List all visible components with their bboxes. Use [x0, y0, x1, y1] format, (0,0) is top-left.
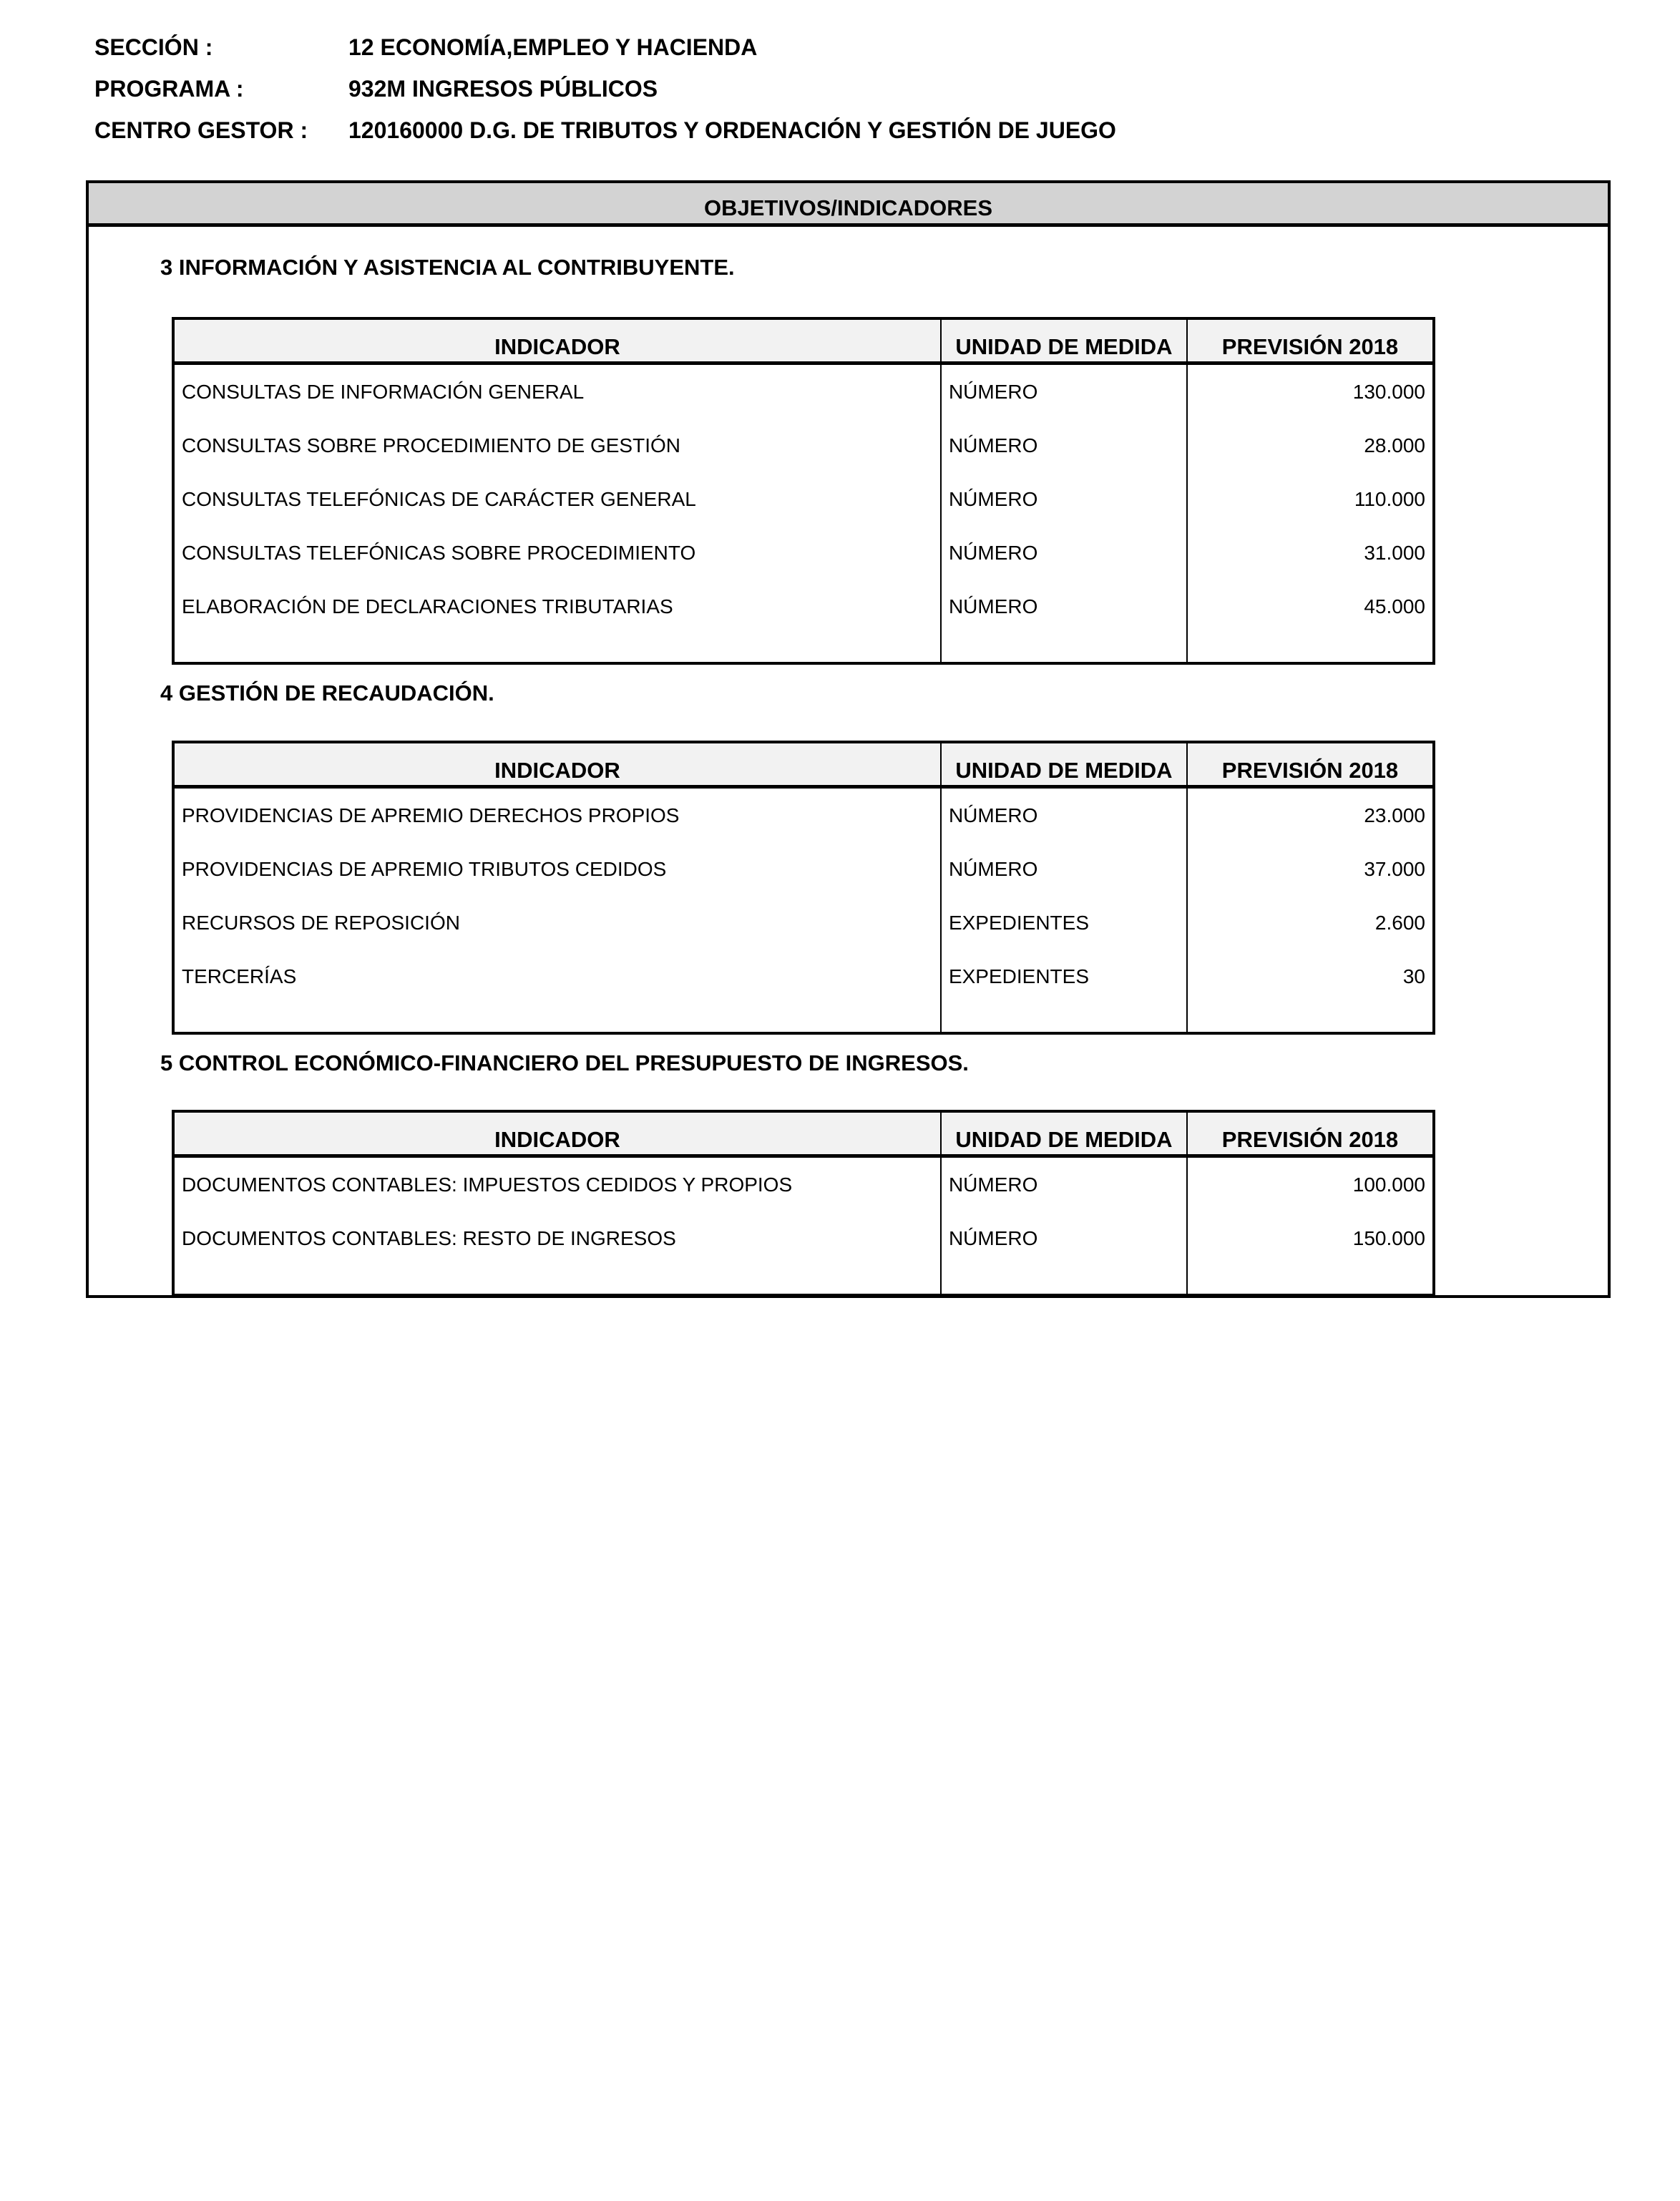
indicador-cell: CONSULTAS SOBRE PROCEDIMIENTO DE GESTIÓN	[182, 434, 680, 457]
prevision-cell: 31.000	[1187, 526, 1434, 580]
unidad-cell: NÚMERO	[941, 363, 1187, 419]
objectives-panel	[86, 180, 1611, 1298]
objective-title: 4 GESTIÓN DE RECAUDACIÓN.	[160, 680, 494, 706]
table-row	[173, 472, 1434, 526]
panel-title: OBJETIVOS/INDICADORES	[89, 183, 1608, 227]
table-row	[173, 842, 1434, 896]
prevision-cell: 30	[1187, 950, 1434, 1003]
indicador-cell: TERCERÍAS	[182, 965, 297, 987]
column-header-prevision: PREVISIÓN 2018	[1187, 318, 1434, 363]
unidad-cell: NÚMERO	[941, 419, 1187, 472]
table-header-row	[173, 318, 1434, 363]
prevision-cell: 150.000	[1187, 1211, 1434, 1265]
prevision-cell: 130.000	[1187, 363, 1434, 419]
prevision-cell: 110.000	[1187, 472, 1434, 526]
prevision-cell: 23.000	[1187, 787, 1434, 843]
table-row	[173, 580, 1434, 633]
indicador-cell: CONSULTAS TELEFÓNICAS DE CARÁCTER GENERAL	[182, 487, 696, 510]
unidad-cell: NÚMERO	[941, 1156, 1187, 1212]
indicator-table	[172, 1110, 1435, 1297]
column-header-indicador: INDICADOR	[173, 318, 941, 363]
indicador-cell: PROVIDENCIAS DE APREMIO DERECHOS PROPIOS	[182, 804, 680, 826]
unidad-cell: EXPEDIENTES	[941, 950, 1187, 1003]
table-padding-row	[173, 633, 1434, 663]
table-row	[173, 363, 1434, 419]
objective-title: 5 CONTROL ECONÓMICO-FINANCIERO DEL PRESUPUESTO DE INGRESOS.	[160, 1050, 969, 1075]
table-row	[173, 526, 1434, 580]
column-header-prevision: PREVISIÓN 2018	[1187, 1111, 1434, 1156]
unidad-cell: EXPEDIENTES	[941, 896, 1187, 950]
objective-title: 3 INFORMACIÓN Y ASISTENCIA AL CONTRIBUYENTE.	[160, 255, 735, 280]
prevision-cell: 45.000	[1187, 580, 1434, 633]
column-header-prevision: PREVISIÓN 2018	[1187, 742, 1434, 787]
table-padding-row	[173, 1003, 1434, 1033]
prevision-cell: 100.000	[1187, 1156, 1434, 1212]
prevision-cell: 2.600	[1187, 896, 1434, 950]
seccion-value: 12 ECONOMÍA,EMPLEO Y HACIENDA	[348, 34, 758, 60]
table-row	[173, 896, 1434, 950]
indicador-cell: PROVIDENCIAS DE APREMIO TRIBUTOS CEDIDOS	[182, 857, 667, 880]
centro-gestor-value: 120160000 D.G. DE TRIBUTOS Y ORDENACIÓN Y GESTIÓN DE JUEGO	[348, 117, 1116, 143]
table-header-row	[173, 742, 1434, 787]
indicador-cell: CONSULTAS DE INFORMACIÓN GENERAL	[182, 380, 585, 403]
table-row	[173, 419, 1434, 472]
unidad-cell: NÚMERO	[941, 526, 1187, 580]
table-row	[173, 1211, 1434, 1265]
unidad-cell: NÚMERO	[941, 472, 1187, 526]
indicador-cell: DOCUMENTOS CONTABLES: RESTO DE INGRESOS	[182, 1226, 676, 1249]
table-header-row	[173, 1111, 1434, 1156]
unidad-cell: NÚMERO	[941, 787, 1187, 843]
indicador-cell: RECURSOS DE REPOSICIÓN	[182, 911, 460, 934]
unidad-cell: NÚMERO	[941, 1211, 1187, 1265]
programa-label: PROGRAMA :	[94, 76, 244, 102]
indicador-cell: CONSULTAS TELEFÓNICAS SOBRE PROCEDIMIENTO	[182, 541, 696, 564]
column-header-indicador: INDICADOR	[173, 1111, 941, 1156]
table-row	[173, 1156, 1434, 1212]
table-padding-row	[173, 1265, 1434, 1295]
seccion-label: SECCIÓN :	[94, 34, 213, 60]
indicador-cell: DOCUMENTOS CONTABLES: IMPUESTOS CEDIDOS Y PROPIOS	[182, 1173, 793, 1196]
unidad-cell: NÚMERO	[941, 842, 1187, 896]
table-row	[173, 787, 1434, 843]
column-header-indicador: INDICADOR	[173, 742, 941, 787]
centro-gestor-label: CENTRO GESTOR :	[94, 117, 308, 143]
indicador-cell: ELABORACIÓN DE DECLARACIONES TRIBUTARIAS	[182, 595, 673, 618]
prevision-cell: 37.000	[1187, 842, 1434, 896]
column-header-unidad: UNIDAD DE MEDIDA	[941, 1111, 1187, 1156]
column-header-unidad: UNIDAD DE MEDIDA	[941, 742, 1187, 787]
prevision-cell: 28.000	[1187, 419, 1434, 472]
column-header-unidad: UNIDAD DE MEDIDA	[941, 318, 1187, 363]
indicator-table	[172, 741, 1435, 1035]
table-row	[173, 950, 1434, 1003]
indicator-table	[172, 317, 1435, 665]
programa-value: 932M INGRESOS PÚBLICOS	[348, 76, 658, 102]
unidad-cell: NÚMERO	[941, 580, 1187, 633]
